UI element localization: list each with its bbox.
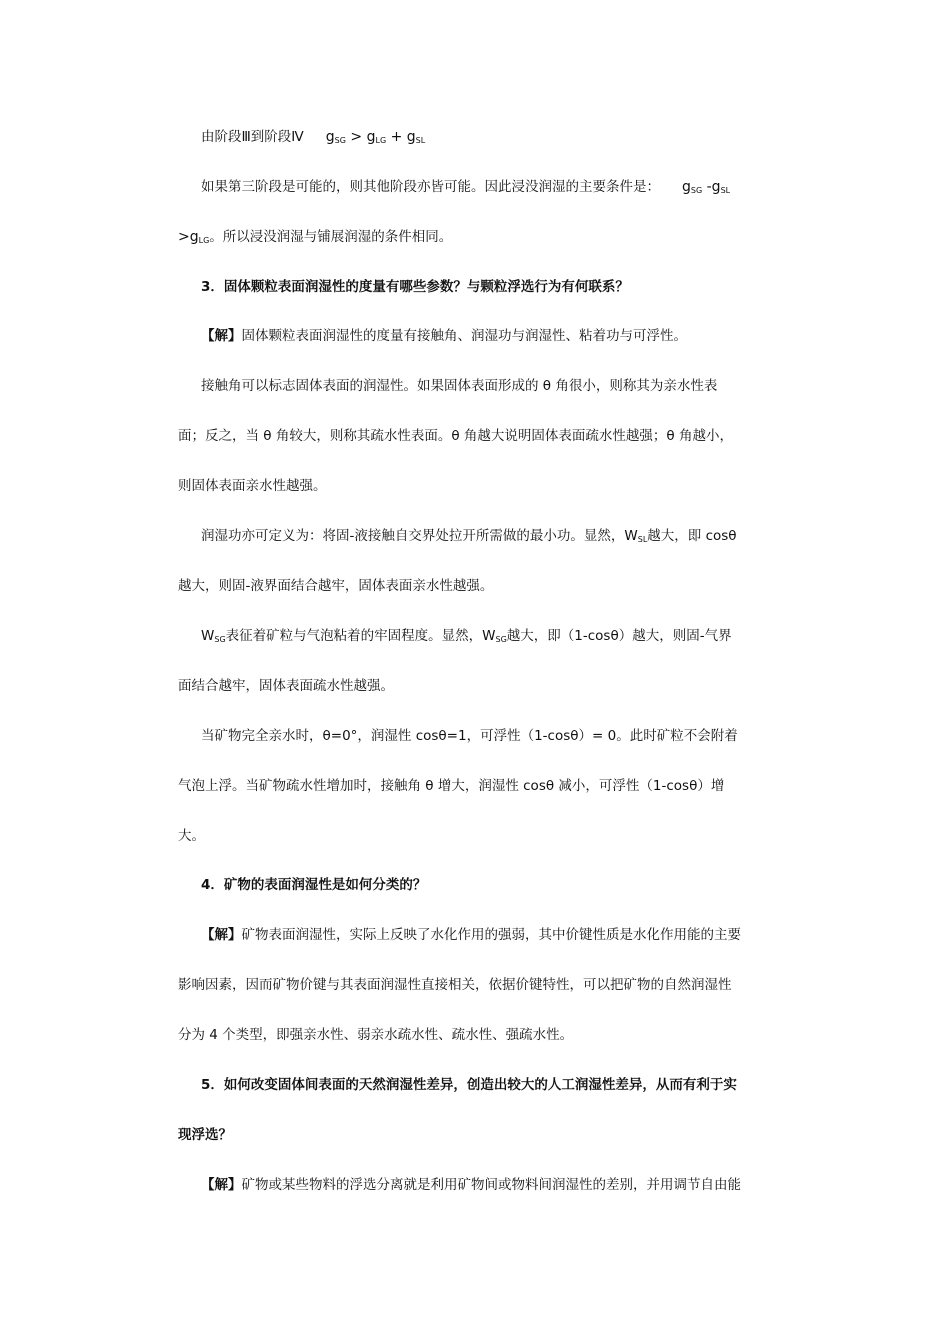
question-heading: 5．如何改变固体间表面的天然润湿性差异，创造出较大的人工润湿性差异，从而有利于实 <box>201 1077 737 1093</box>
question-heading: 4．矿物的表面润湿性是如何分类的？ <box>201 877 427 893</box>
question-heading: 现浮选？ <box>178 1127 232 1143</box>
paragraph-line: 越大，则固-液界面结合越牢，固体表面亲水性越强。 <box>178 578 494 594</box>
formula-line: 由阶段Ⅲ到阶段Ⅳ $g_{SG} > g_{LG} + g_{SL}$ <box>201 129 426 145</box>
question-heading: 3．固体颗粒表面润湿性的度量有哪些参数？与颗粒浮选行为有何联系？ <box>201 279 629 295</box>
paragraph-line: 接触角可以标志固体表面的润湿性。如果固体表面形成的 θ 角很小，则称其为亲水性表 <box>201 378 718 394</box>
paragraph-line: 影响因素，因而矿物价键与其表面润湿性直接相关，依据价键特性，可以把矿物的自然润湿性 <box>178 977 732 993</box>
paragraph-line: 分为 4 个类型，即强亲水性、弱亲水疏水性、疏水性、强疏水性。 <box>178 1027 574 1043</box>
paragraph-line: 面；反之，当 θ 角较大，则称其疏水性表面。θ 角越大说明固体表面疏水性越强；θ 角越小， <box>178 428 733 444</box>
paragraph-line: 润湿功亦可定义为：将固-液接触自交界处拉开所需做的最小功。显然，$W_{SL}$越大，即 cosθ <box>201 528 737 544</box>
paragraph-line: 面结合越牢，固体表面疏水性越强。 <box>178 678 394 694</box>
answer-line: 【解】固体颗粒表面润湿性的度量有接触角、润湿功与润湿性、粘着功与可浮性。 <box>201 328 687 344</box>
paragraph-line: $>g_{LG}$。所以浸没润湿与铺展润湿的条件相同。 <box>178 229 453 245</box>
answer-line: 【解】矿物或某些物料的浮选分离就是利用矿物间或物料间润湿性的差别，并用调节自由能 <box>201 1177 741 1193</box>
paragraph-line: 则固体表面亲水性越强。 <box>178 478 327 494</box>
paragraph-line: 当矿物完全亲水时，θ=0°，润湿性 cosθ=1，可浮性（1-cosθ）= 0。此时矿粒不会附着 <box>201 728 738 744</box>
paragraph-line: 气泡上浮。当矿物疏水性增加时，接触角 θ 增大，润湿性 cosθ 减小，可浮性（1-cosθ）增 <box>178 778 725 794</box>
answer-line: 【解】矿物表面润湿性，实际上反映了水化作用的强弱，其中价键性质是水化作用能的主要 <box>201 927 741 943</box>
paragraph-line: $W_{SG}$表征着矿粒与气泡粘着的牢固程度。显然，$W_{SG}$越大，即（1-cosθ）越大，则固-气界 <box>201 628 732 644</box>
paragraph-line: 大。 <box>178 828 205 844</box>
paragraph-line: 如果第三阶段是可能的，则其他阶段亦皆可能。因此浸没润湿的主要条件是： $g_{SG}$ $-g_{SL}$ <box>201 179 731 195</box>
